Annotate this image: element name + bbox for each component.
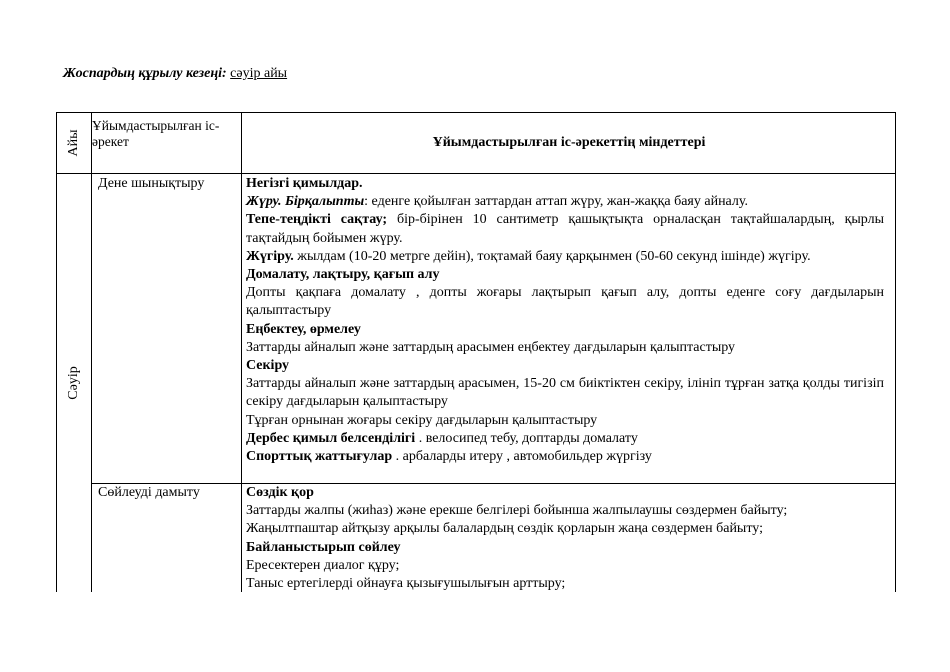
task-line: Ересектерен диалог құру;: [246, 557, 400, 573]
header-row-divider: [56, 173, 896, 174]
month-header: Айы: [66, 128, 81, 157]
task-line: Сөздік қор: [246, 485, 314, 500]
tasks-cell-speech: [246, 484, 884, 592]
task-line: Спорттық жаттығулар . арбаларды итеру , автомобильдер жүргізу: [246, 449, 652, 465]
task-line: Тепе-теңдікті сақтау; бір-бірінен 10 сантиметр қашықтықта орналасқан тақтайшалардың, қырлы тақтайдың бойымен жүру.: [246, 212, 884, 246]
task-line: Заттарды айналып және заттардың арасымен, 15-20 см биіктіктен секіру, ілініп тұрған затқа қолды тигізіп секіру дағдыларын қалыптастыру: [246, 376, 884, 410]
task-line: Жүгіру. жылдам (10-20 метрге дейін), тоқтамай баяу қарқынмен (50-60 секунд ішінде) жүгіру.: [246, 248, 811, 264]
heading-value: сәуір айы: [230, 66, 288, 81]
task-line: Негізгі қимылдар.: [246, 176, 363, 191]
activity-header: Ұйымдастырылған іс-әрекет: [92, 118, 220, 149]
task-line: Домалату, лақтыру, қағып алу: [246, 267, 440, 283]
tasks-header: Ұйымдастырылған іс-әрекеттің міндеттері: [432, 134, 706, 150]
activity-cell: Сөйлеуді дамыту: [98, 485, 200, 500]
task-line: Дербес қимыл белсенділігі . велосипед тебу, доптарды домалату: [246, 430, 638, 446]
plan-table: [56, 112, 896, 592]
task-line: Заттарды жалпы (жиһаз) және ерекше белгілері бойынша жалпылаушы сөздермен байыту;: [246, 503, 788, 519]
task-line: Жүру. Бірқалыпты: еденге қойылған заттардан аттап жүру, жан-жаққа баяу айналу.: [246, 194, 748, 210]
task-line: Заттарды айналып және заттардың арасымен еңбектеу дағдыларын қалыптастыру: [246, 339, 736, 355]
task-line: Еңбектеу, өрмелеу: [246, 321, 361, 337]
task-line: Тұрған орнынан жоғары секіру дағдыларын қалыптастыру: [246, 412, 598, 428]
task-line: Байланыстырып сөйлеу: [246, 539, 401, 555]
month-label: Сәуір: [66, 365, 81, 400]
column-divider-month: [91, 112, 92, 592]
plan-heading: [63, 66, 287, 82]
task-line: Жаңылтпаштар айтқызу арқылы балалардың сөздік қорларын жаңа сөздермен байыту;: [246, 521, 763, 537]
heading-label: Жоспардың құрылу кезеңі:: [63, 66, 227, 81]
task-line: Допты қақпаға домалату , допты жоғары лақтырып қағып алу, допты еденге соғу дағдыларын қалыптастыру: [246, 285, 884, 319]
task-line: Секіру: [246, 358, 290, 374]
activity-cell: Дене шынықтыру: [98, 176, 205, 191]
task-line: Таныс ертегілерді ойнауға қызығушылығын арттыру;: [246, 576, 566, 592]
month-cell: [57, 173, 91, 592]
tasks-cell-physical: [246, 175, 884, 466]
month-header-cell: [57, 112, 91, 173]
table-border-right: [895, 112, 896, 592]
column-divider-activity: [241, 112, 242, 592]
